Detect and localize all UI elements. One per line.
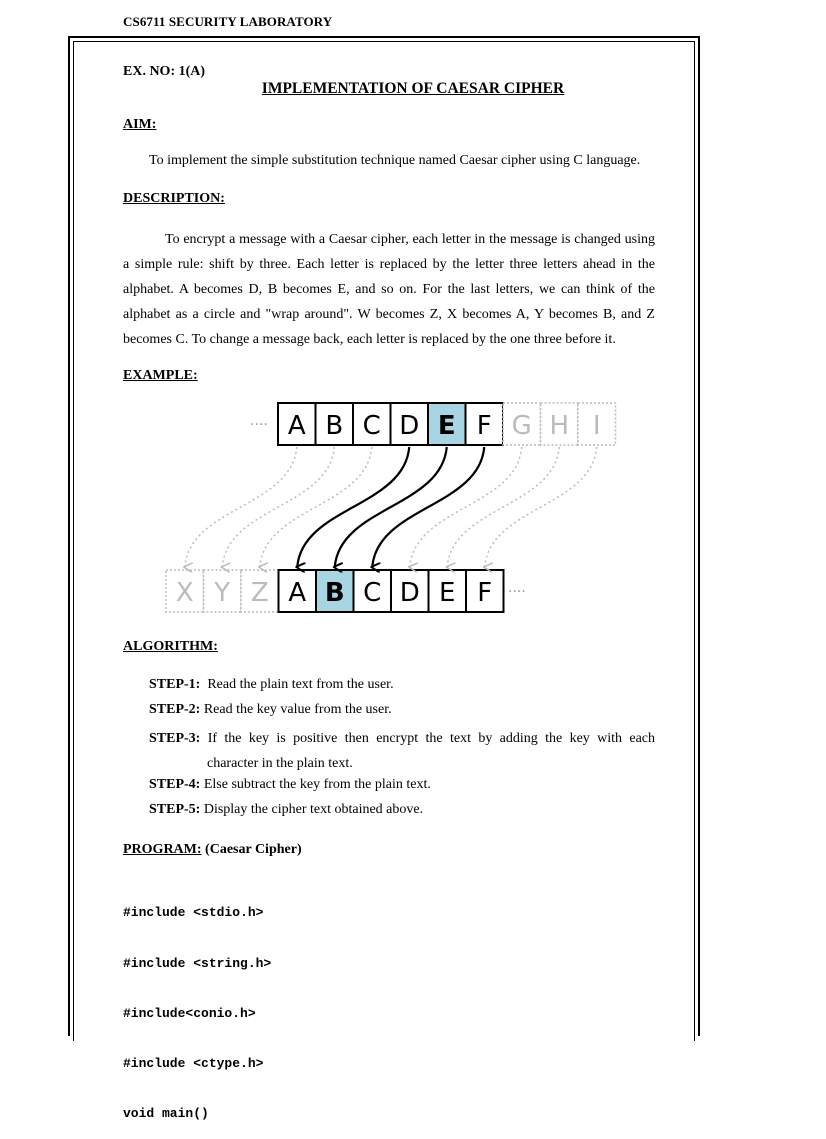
code-line: #include <stdio.h> <box>123 905 264 921</box>
top-cell-letter: F <box>476 411 492 441</box>
code-line: void main() <box>123 1105 209 1121</box>
page-header: CS6711 SECURITY LABORATORY <box>123 14 333 29</box>
program-heading: PROGRAM: <box>123 842 202 857</box>
bottom-cell-letter: B <box>324 578 345 608</box>
step-2-label: STEP-2: <box>149 702 201 717</box>
step-2-text: Read the key value from the user. <box>203 702 392 717</box>
code-line: #include <ctype.h> <box>123 1055 264 1071</box>
top-cell-letter: D <box>399 411 420 441</box>
top-cell-letter: I <box>592 411 601 441</box>
shift-arrow-faded <box>447 447 559 567</box>
bottom-cell-letter: A <box>288 578 307 608</box>
bottom-cell-letter: Z <box>250 578 269 608</box>
code-block <box>123 872 271 1139</box>
bottom-cell-letter: C <box>363 578 382 608</box>
plaintext-row <box>278 403 616 445</box>
step-5-text: Display the cipher text obtained above. <box>203 802 424 817</box>
description-text: To encrypt a message with a Caesar cipher, each letter in the message is changed using a simple rule: shift by three. Each letter is replaced by the letter three letters ahead in the alphabet. A becomes D, B becomes E, and so on. For the last letters, we can think of the alphabet as a circle and "wrap around". W becomes Z, X becomes A, Y becomes B, and Z becomes C. To change a message back, each letter is replaced by the one three before it. <box>123 232 655 347</box>
step-3-text-continued: character in the plain text. <box>207 756 353 771</box>
step-1-label: STEP-1: <box>149 677 201 692</box>
code-line: #include <string.h> <box>123 955 272 971</box>
caesar-shift-diagram <box>150 395 630 625</box>
step-4 <box>149 777 431 793</box>
shift-arrow-faded <box>485 447 597 567</box>
step-5-label: STEP-5: <box>149 802 201 817</box>
bottom-cell-letter: X <box>175 578 194 608</box>
bottom-cell-letter: D <box>399 578 420 608</box>
top-cell-letter: H <box>549 411 570 441</box>
algorithm-heading: ALGORITHM: <box>123 639 218 654</box>
program-subtitle: (Caesar Cipher) <box>205 842 302 857</box>
top-cell-letter: C <box>362 411 381 441</box>
ciphertext-row <box>166 570 504 612</box>
top-cell-letter: A <box>287 411 306 441</box>
step-3-text: If the key is positive then encrypt the text by adding the key with each <box>207 731 656 746</box>
top-cell-letter: G <box>511 411 532 441</box>
step-2 <box>149 702 392 718</box>
step-3-label: STEP-3: <box>149 731 201 746</box>
bottom-cell-letter: Y <box>214 578 231 608</box>
bottom-cell-letter: E <box>439 578 456 608</box>
description-heading: DESCRIPTION: <box>123 191 225 206</box>
top-cell-letter: E <box>437 411 456 441</box>
step-1 <box>149 677 394 693</box>
step-4-text: Else subtract the key from the plain text. <box>203 777 431 792</box>
bottom-cell-letter: F <box>477 578 493 608</box>
top-cell-letter: B <box>325 411 344 441</box>
shift-arrows <box>185 447 597 567</box>
aim-heading: AIM: <box>123 117 157 132</box>
shift-arrow-faded <box>222 447 334 567</box>
top-ellipsis: ···· <box>250 417 268 433</box>
shift-arrow-faded <box>185 447 297 567</box>
exercise-number: EX. NO: 1(A) <box>123 64 206 79</box>
step-5 <box>149 802 423 818</box>
step-1-text: Read the plain text from the user. <box>207 677 394 692</box>
step-4-label: STEP-4: <box>149 777 201 792</box>
example-heading: EXAMPLE: <box>123 368 198 383</box>
program-heading-line <box>123 842 302 858</box>
document-title: IMPLEMENTATION OF CAESAR CIPHER <box>261 80 565 97</box>
code-line: #include<conio.h> <box>123 1005 256 1021</box>
aim-text: To implement the simple substitution technique named Caesar cipher using C language. <box>149 153 641 168</box>
step-3 <box>149 726 655 776</box>
bottom-ellipsis: ···· <box>508 584 526 600</box>
